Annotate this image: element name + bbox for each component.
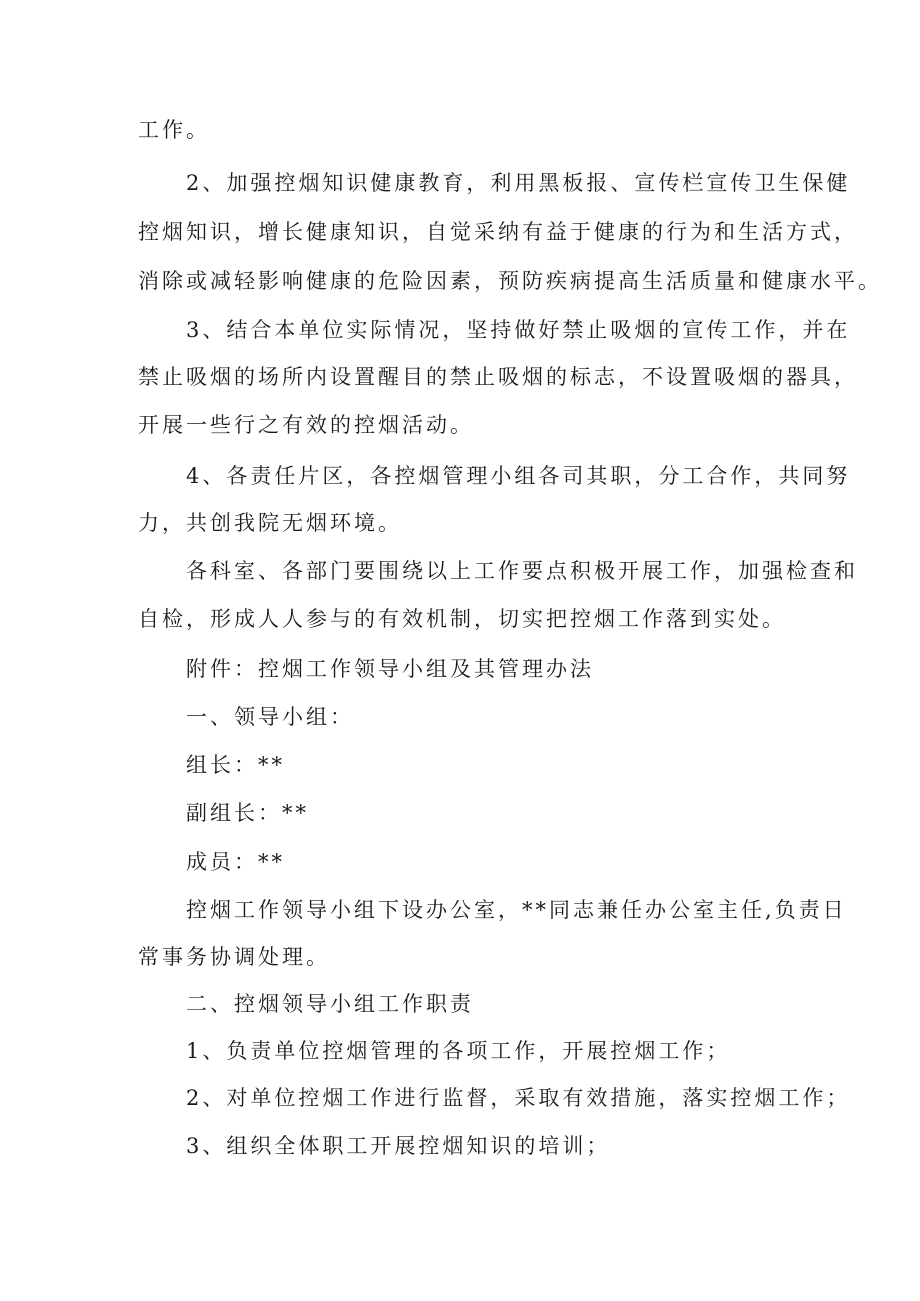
text-line: 禁止吸烟的场所内设置醒目的禁止吸烟的标志，不设置吸烟的器具， bbox=[138, 365, 858, 389]
text-line: 组长：** bbox=[186, 753, 285, 777]
text-line: 控烟工作领导小组下设办公室，**同志兼任办公室主任,负责日 bbox=[186, 898, 847, 922]
text-line: 2、对单位控烟工作进行监督，采取有效措施，落实控烟工作； bbox=[186, 1086, 851, 1110]
text-line: 各科室、各部门要围绕以上工作要点积极开展工作，加强检查和 bbox=[186, 559, 858, 583]
text-line: 1、负责单位控烟管理的各项工作，开展控烟工作； bbox=[186, 1039, 731, 1063]
text-line: 自检，形成人人参与的有效机制，切实把控烟工作落到实处。 bbox=[138, 607, 786, 631]
text-line: 二、控烟领导小组工作职责 bbox=[186, 992, 474, 1016]
text-line: 3、组织全体职工开展控烟知识的培训； bbox=[186, 1134, 611, 1158]
text-line: 4、各责任片区，各控烟管理小组各司其职，分工合作，共同努 bbox=[186, 464, 851, 488]
text-line: 副组长：** bbox=[186, 801, 309, 825]
text-line: 一、领导小组： bbox=[186, 705, 354, 729]
text-line: 控烟知识，增长健康知识，自觉采纳有益于健康的行为和生活方式， bbox=[138, 220, 858, 244]
text-line: 力，共创我院无烟环境。 bbox=[138, 511, 402, 535]
text-line: 常事务协调处理。 bbox=[138, 945, 330, 969]
text-line: 附件：控烟工作领导小组及其管理办法 bbox=[186, 657, 594, 681]
text-line: 3、结合本单位实际情况，坚持做好禁止吸烟的宣传工作，并在 bbox=[186, 318, 851, 342]
text-line: 2、加强控烟知识健康教育，利用黑板报、宣传栏宣传卫生保健 bbox=[186, 171, 851, 195]
text-line: 工作。 bbox=[138, 118, 210, 142]
text-line: 成员：** bbox=[186, 850, 285, 874]
text-line: 消除或减轻影响健康的危险因素，预防疾病提高生活质量和健康水平。 bbox=[138, 269, 882, 293]
text-line: 开展一些行之有效的控烟活动。 bbox=[138, 413, 474, 437]
